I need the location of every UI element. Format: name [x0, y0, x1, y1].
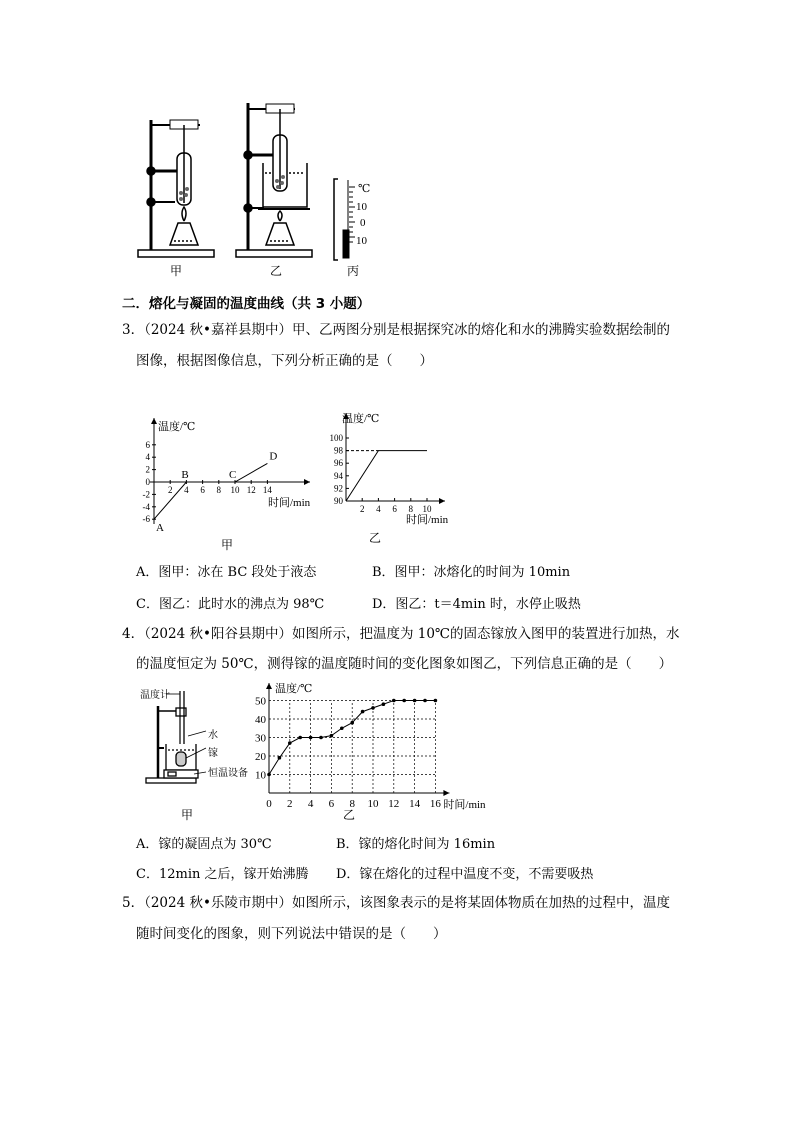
data-point — [278, 756, 282, 760]
apparatus-label-water: 水 — [208, 730, 218, 741]
y-tick-label: -4 — [142, 501, 150, 512]
q4-caption-yi: 乙 — [343, 808, 356, 822]
y-tick-label: 30 — [255, 732, 266, 745]
data-point — [309, 736, 313, 740]
q4-option-c[interactable]: C．12min 之后，镓开始沸腾 — [136, 867, 309, 882]
q3-chart-yi — [320, 405, 460, 530]
y-axis-label: 温度/℃ — [275, 683, 313, 695]
point-label: B — [181, 469, 189, 481]
q3-option-b[interactable]: B．图甲：冰熔化的时间为 10min — [372, 565, 571, 580]
y-tick-label: 40 — [255, 714, 266, 726]
y-tick-label: 96 — [334, 458, 343, 469]
x-tick-label: 16 — [429, 798, 441, 810]
x-tick-label: 6 — [328, 798, 335, 810]
point-label: A — [156, 522, 164, 535]
y-tick-label: 50 — [255, 695, 266, 708]
figure-label-bing: 丙 — [347, 264, 360, 278]
q3-option-c[interactable]: C．图乙：此时水的沸点为 98℃ — [136, 597, 325, 612]
data-point — [267, 773, 271, 777]
q3-caption-yi: 乙 — [369, 531, 382, 545]
y-tick-label: 2 — [145, 464, 150, 475]
top-apparatus-figure — [130, 95, 370, 285]
q3-line2: 图像，根据图像信息，下列分析正确的是（ ） — [136, 353, 433, 369]
thermometer-tick-0: 0 — [360, 217, 366, 229]
x-axis-label: 时间/min — [268, 497, 311, 509]
q3-chart-jia — [140, 412, 325, 542]
x-tick-label: 2 — [359, 504, 365, 514]
x-tick-label: 14 — [262, 485, 272, 495]
y-tick-label: 20 — [255, 751, 266, 763]
q3-caption-jia: 甲 — [221, 538, 234, 552]
x-axis-label: 时间/min — [406, 514, 449, 526]
y-tick-label: 90 — [334, 496, 343, 506]
data-point — [392, 699, 396, 703]
y-axis-arrow — [151, 418, 157, 424]
y-tick-label: -6 — [142, 514, 150, 525]
q4-chart-yi — [250, 678, 500, 820]
x-tick-label: 4 — [307, 798, 314, 810]
y-tick-label: 0 — [145, 477, 150, 487]
y-tick-label: 10 — [255, 769, 266, 782]
q5-line2: 随时间变化的图象，则下列说法中错误的是（ ） — [136, 926, 447, 942]
x-tick-label: 8 — [216, 485, 222, 495]
x-tick-label: 8 — [408, 504, 414, 514]
y-tick-label: 94 — [334, 470, 343, 481]
x-axis-arrow — [439, 498, 445, 504]
x-tick-label: 2 — [167, 485, 173, 495]
data-point — [298, 736, 302, 740]
stand-yi — [236, 103, 312, 257]
thermometer-tick-10: 10 — [356, 201, 367, 213]
y-axis-label: 温度/℃ — [342, 413, 380, 425]
y-tick-label: 98 — [334, 445, 343, 456]
apparatus-label-gallium: 镓 — [208, 748, 218, 759]
y-tick-label: -2 — [142, 489, 150, 500]
y-axis-label: 温度/℃ — [158, 421, 196, 433]
x-tick-label: 12 — [388, 798, 400, 810]
section-title: 二．熔化与凝固的温度曲线（共 3 小题） — [122, 296, 371, 312]
x-tick-label: 4 — [376, 504, 381, 514]
data-point — [423, 699, 427, 703]
x-axis-arrow — [304, 479, 310, 485]
q4-line1: 4．（2024 秋•阳谷县期中）如图所示，把温度为 10℃的固态镓放入图甲的装置进行加热，水 — [122, 626, 680, 642]
x-tick-label: 12 — [246, 485, 256, 495]
y-tick-label: 4 — [145, 452, 150, 463]
thermometer-unit: ℃ — [358, 183, 370, 195]
x-axis-label: 时间/min — [443, 799, 486, 811]
x-tick-label: 6 — [392, 504, 397, 514]
x-tick-label: 4 — [184, 485, 189, 495]
q4-line2: 的温度恒定为 50℃，测得镓的温度随时间的变化图象如图乙，下列信息正确的是（ ） — [136, 656, 673, 672]
y-tick-label: 92 — [334, 483, 343, 494]
q4-option-d[interactable]: D．镓在熔化的过程中温度不变，不需要吸热 — [336, 867, 594, 882]
x-tick-label: 10 — [230, 485, 240, 495]
x-tick-label: 6 — [200, 485, 205, 495]
data-point — [382, 702, 386, 706]
q4-apparatus — [136, 686, 256, 796]
y-tick-label: 6 — [145, 439, 150, 450]
q4-option-b[interactable]: B．镓的熔化时间为 16min — [336, 837, 496, 852]
figure-label-yi: 乙 — [270, 264, 283, 278]
data-point — [288, 741, 292, 745]
data-line — [346, 451, 427, 501]
stand-jia — [138, 120, 214, 257]
data-point — [330, 734, 334, 738]
thermometer-tick-neg10: 10 — [356, 235, 367, 247]
point-label: C — [229, 469, 237, 481]
apparatus-label-device: 恒温设备 — [208, 768, 248, 779]
figure-label-jia: 甲 — [170, 264, 183, 278]
q3-line1: 3．（2024 秋•嘉祥县期中）甲、乙两图分别是根据探究冰的熔化和水的沸腾实验数据绘制的 — [122, 322, 670, 338]
data-point — [319, 736, 323, 740]
data-point — [413, 699, 417, 703]
data-point — [361, 710, 365, 714]
data-point — [350, 721, 354, 725]
apparatus-label-thermometer: 温度计 — [140, 690, 170, 701]
x-tick-label: 2 — [287, 798, 293, 810]
data-point — [434, 699, 438, 703]
data-point — [340, 726, 344, 730]
x-tick-label: 10 — [422, 504, 432, 514]
y-tick-label: 100 — [329, 433, 343, 443]
y-axis-arrow — [266, 683, 272, 689]
q4-option-a[interactable]: A．镓的凝固点为 30℃ — [136, 837, 272, 852]
x-tick-label: 14 — [409, 798, 421, 810]
data-point — [402, 699, 406, 703]
data-point — [371, 706, 375, 710]
q3-option-a[interactable]: A．图甲：冰在 BC 段处于液态 — [136, 565, 317, 580]
x-axis-arrow — [443, 790, 449, 796]
x-tick-label: 8 — [349, 798, 355, 810]
x-tick-label: 10 — [367, 798, 379, 810]
q3-option-d[interactable]: D．图乙：t＝4min 时，水停止吸热 — [372, 597, 581, 612]
x-tick-label: 0 — [266, 798, 272, 810]
q5-line1: 5．（2024 秋•乐陵市期中）如图所示，该图象表示的是将某固体物质在加热的过程中，温度 — [122, 895, 670, 911]
thermometer-bing — [334, 179, 355, 260]
point-label: D — [269, 450, 278, 463]
q4-caption-jia: 甲 — [181, 808, 194, 822]
